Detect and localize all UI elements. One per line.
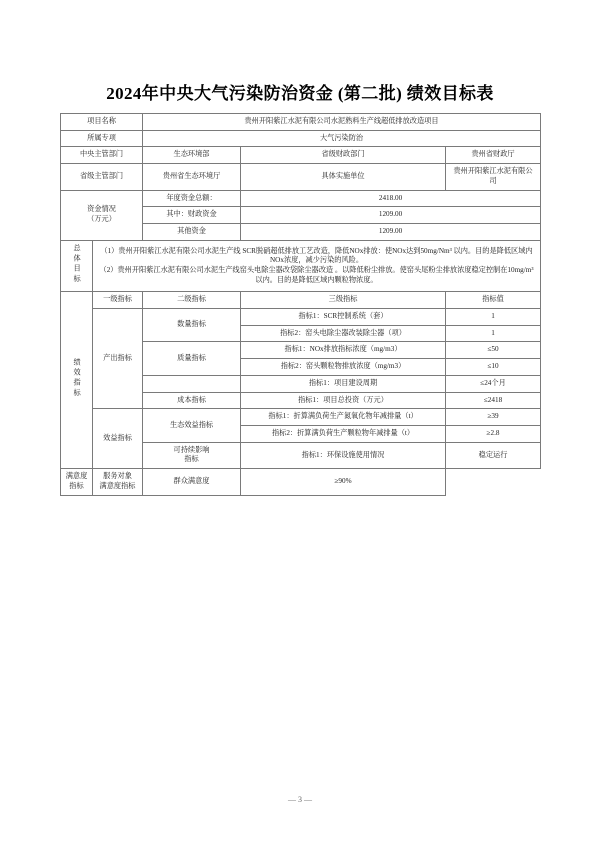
implementing-unit-label: 具体实施单位 <box>241 164 446 190</box>
overall-goals-content <box>93 240 541 292</box>
level2-service-line2: 满意度指标 <box>99 481 136 490</box>
level2-service-line1: 服务对象 <box>103 472 132 481</box>
funding-label-line2: （万元） <box>87 215 116 224</box>
header-value: 指标值 <box>446 292 541 309</box>
indicator-value: 1 <box>446 309 541 326</box>
funding-value-other: 1209.00 <box>241 224 541 241</box>
funding-label-fiscal: 其中：财政资金 <box>143 207 241 224</box>
level3-indicator: 指标2：折算满负荷生产颗粒物年减排量（t） <box>241 426 446 443</box>
level3-indicator: 指标1：项目总投资（万元） <box>241 392 446 409</box>
level2-sustainable <box>143 442 241 468</box>
overall-goal-item-1: （1）贵州开阳紫江水泥有限公司水泥生产线 SCR脱硝超低排放工艺改造，降低NOx排放：使NOx达到50mg/Nm³ 以内。目的是降低区域内NOx浓度，减少污染的风险。 <box>100 246 533 265</box>
level3-indicator: 指标2：窑头电除尘器改装除尘器（项） <box>241 325 446 342</box>
table-row-project-name <box>61 114 541 131</box>
level1-benefit: 效益指标 <box>93 409 143 469</box>
level2-sustainable-line2: 指标 <box>184 455 199 464</box>
project-name-label: 项目名称 <box>61 114 143 131</box>
level3-indicator: 指标1：NOx排放指标浓度（mg/m3） <box>241 342 446 359</box>
indicator-value: ≤2418 <box>446 392 541 409</box>
level1-output: 产出指标 <box>93 309 143 409</box>
provincial-finance-dept-label: 省级财政部门 <box>241 147 446 164</box>
funding-section-label <box>61 190 143 240</box>
header-level1: 一级指标 <box>93 292 143 309</box>
performance-label: 绩效指标 <box>61 292 93 469</box>
level2-cost: 成本指标 <box>143 392 241 409</box>
level2-quality: 质量指标 <box>143 342 241 375</box>
overall-goal-item-2: （2）贵州开阳紫江水泥有限公司水泥生产线窑头电除尘器改袋除尘器改造 。以降低粉尘排放。使窑头尾粉尘排放浓度稳定控制在10mg/m³以内。目的是降低区域内颗粒物浓度。 <box>99 266 534 284</box>
table-row <box>61 309 541 326</box>
indicator-value: ≥2.8 <box>446 426 541 443</box>
overall-goals-label: 总体目标 <box>61 240 93 292</box>
table-row-provincial-dept <box>61 164 541 190</box>
level2-empty <box>143 375 241 392</box>
level3-indicator: 群众满意度 <box>143 469 241 495</box>
level2-sustainable-line1: 可持续影响 <box>173 445 210 454</box>
project-name-value: 贵州开阳紫江水泥有限公司水泥熟料生产线超低排放改造项目 <box>143 114 541 131</box>
page-title: 2024年中央大气污染防治资金 (第二批) 绩效目标表 <box>106 84 494 103</box>
funding-label-total: 年度资金总额： <box>143 190 241 207</box>
implementing-unit-value: 贵州开阳紫江水泥有限公司 <box>446 164 541 190</box>
indicator-value: ≤50 <box>446 342 541 359</box>
central-dept-value: 生态环境部 <box>143 147 241 164</box>
performance-goal-table <box>60 113 541 496</box>
level2-eco-benefit: 生态效益指标 <box>143 409 241 442</box>
header-level2: 二级指标 <box>143 292 241 309</box>
provincial-finance-dept-value: 贵州省财政厅 <box>446 147 541 164</box>
level3-indicator: 指标1：环保设施使用情况 <box>241 442 446 468</box>
indicator-value: ≤10 <box>446 359 541 376</box>
table-row-funding-total <box>61 190 541 207</box>
funding-label-line1: 资金情况 <box>87 205 116 214</box>
table-row-overall-goals <box>61 240 541 292</box>
level3-indicator: 指标1：折算满负荷生产氮氧化物年减排量（t） <box>241 409 446 426</box>
funding-value-fiscal: 1209.00 <box>241 207 541 224</box>
central-dept-label: 中央主管部门 <box>61 147 143 164</box>
level3-indicator: 指标1：SCR控制系统（套） <box>241 309 446 326</box>
indicator-value: 1 <box>446 325 541 342</box>
table-row-performance-header <box>61 292 541 309</box>
indicator-value: ≤24个月 <box>446 375 541 392</box>
header-level3: 三级指标 <box>241 292 446 309</box>
page-number: — 3 — <box>288 795 312 804</box>
provincial-dept-label: 省级主管部门 <box>61 164 143 190</box>
indicator-value: ≥39 <box>446 409 541 426</box>
level2-quantity: 数量指标 <box>143 309 241 342</box>
funding-value-total: 2418.00 <box>241 190 541 207</box>
table-row-central-dept <box>61 147 541 164</box>
level3-indicator: 指标1：项目建设周期 <box>241 375 446 392</box>
level2-service-satisfaction <box>93 469 143 495</box>
funding-label-other: 其他资金 <box>143 224 241 241</box>
special-program-label: 所属专项 <box>61 130 143 147</box>
level1-satisfaction: 满意度指标 <box>61 469 93 495</box>
special-program-value: 大气污染防治 <box>143 130 541 147</box>
table-row <box>61 409 541 426</box>
level3-indicator: 指标2：窑头颗粒物排放浓度（mg/m3） <box>241 359 446 376</box>
table-row <box>61 469 541 495</box>
indicator-value: 稳定运行 <box>446 442 541 468</box>
provincial-dept-value: 贵州省生态环境厅 <box>143 164 241 190</box>
table-row-special-program <box>61 130 541 147</box>
indicator-value: ≥90% <box>241 469 446 495</box>
